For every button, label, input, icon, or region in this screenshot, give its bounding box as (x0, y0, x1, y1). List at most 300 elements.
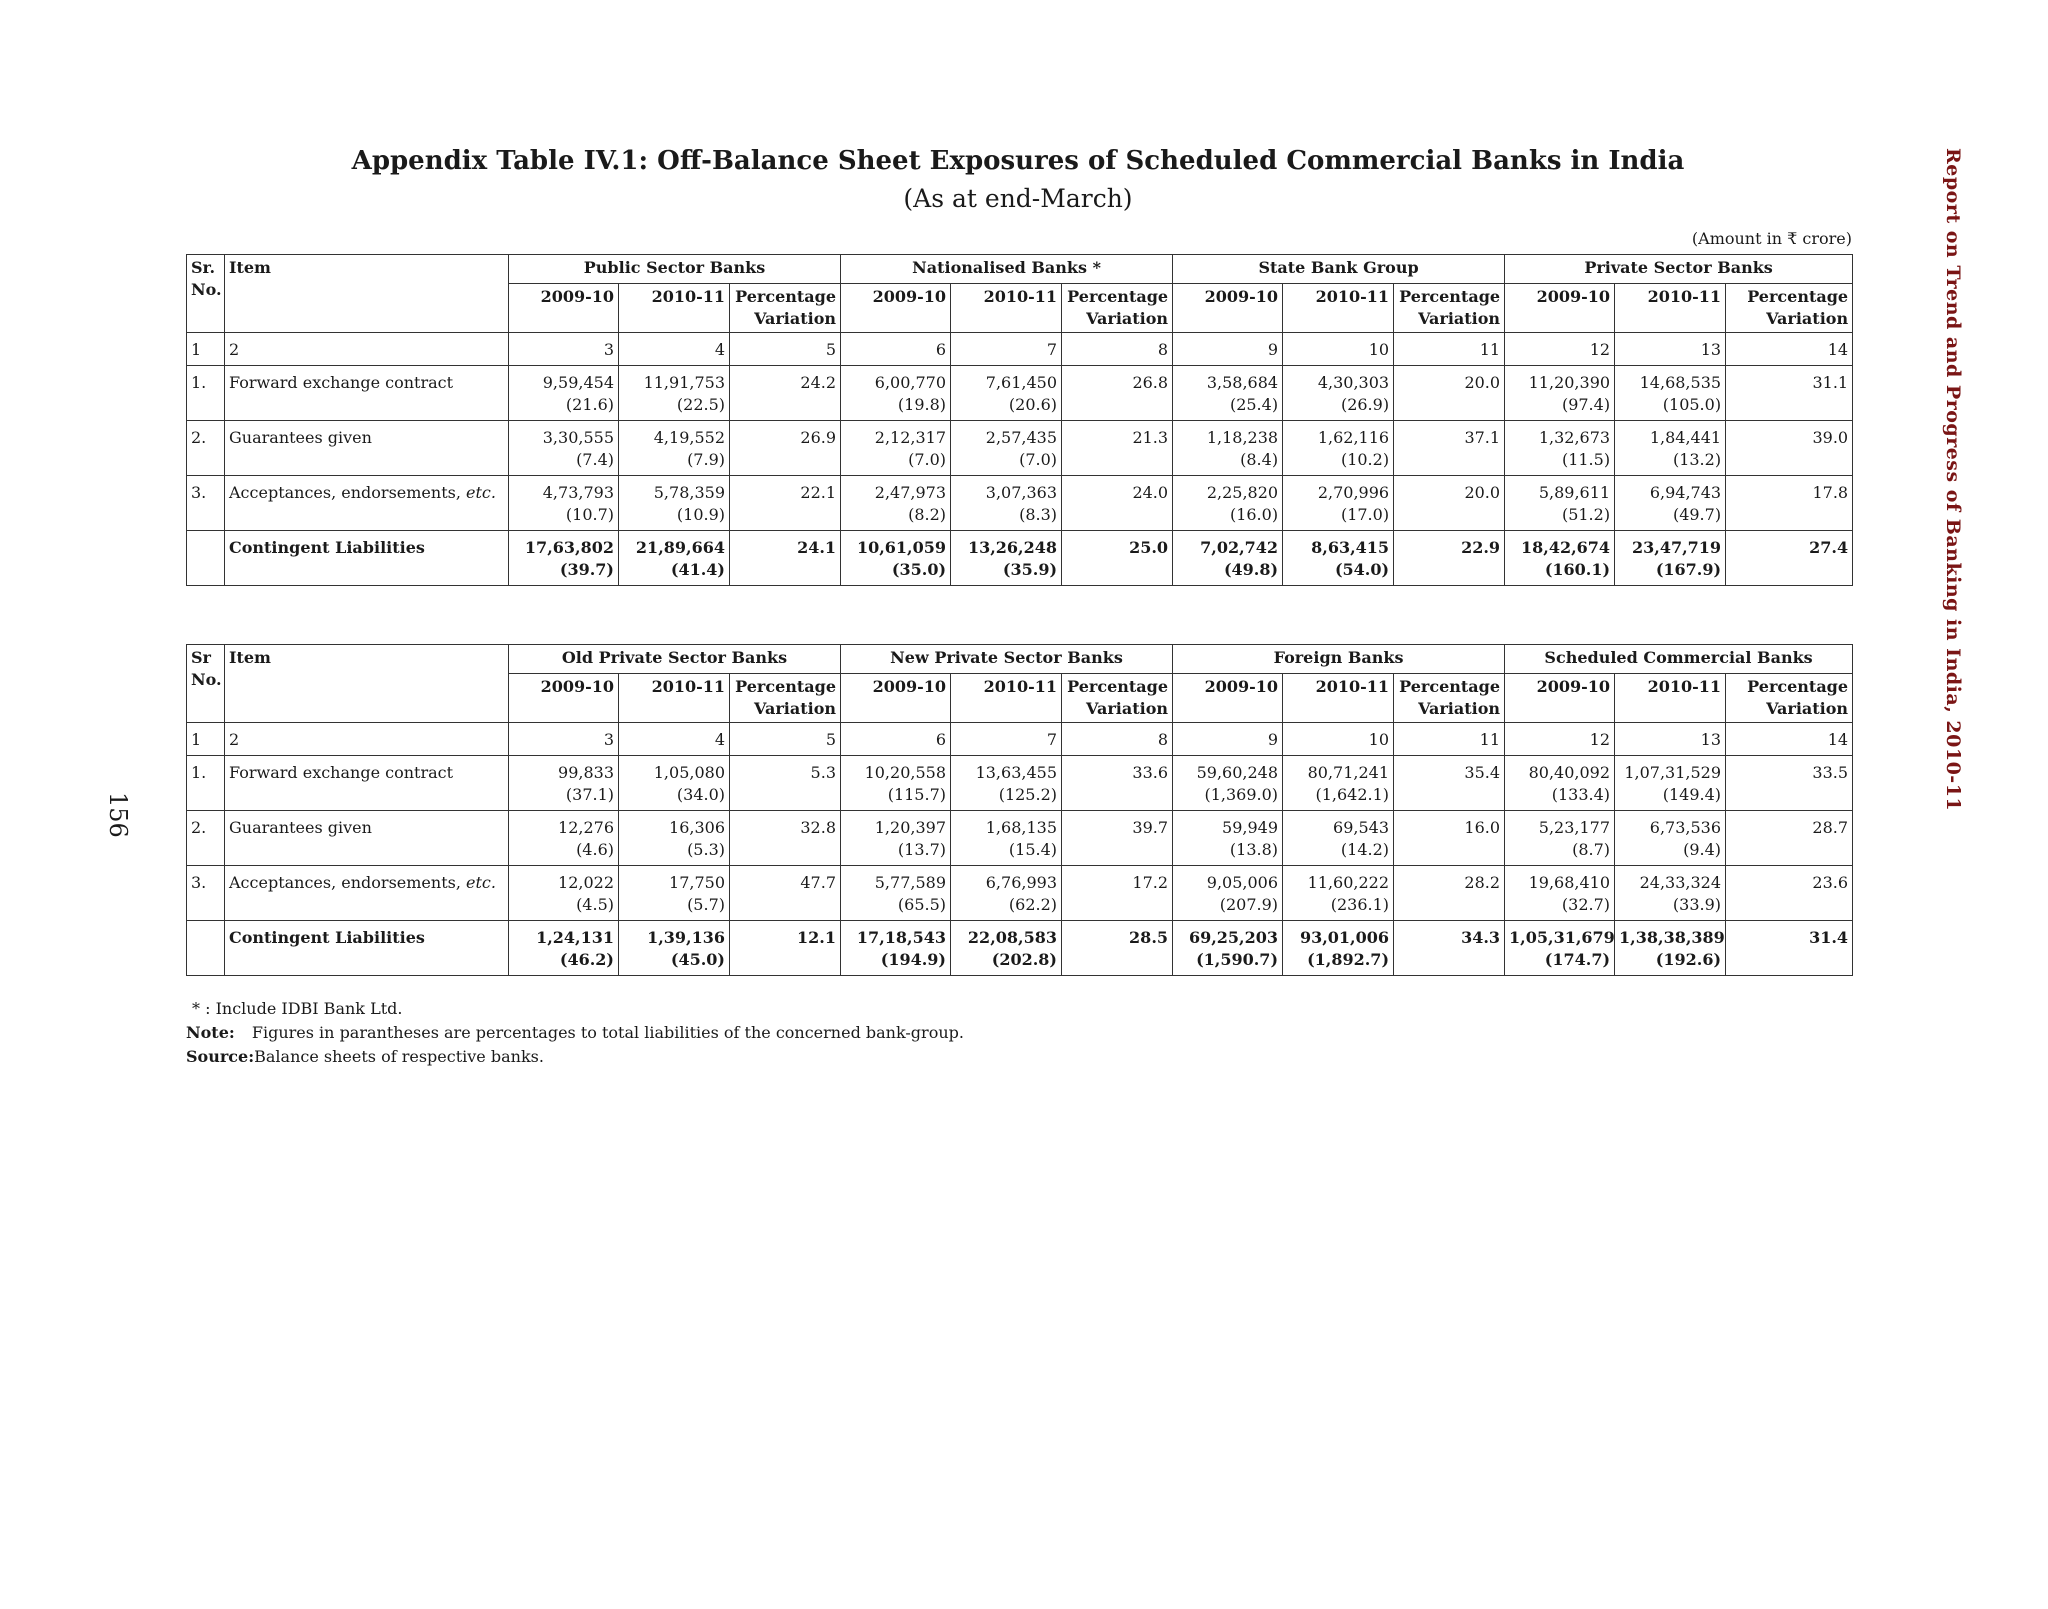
table-cell (841, 921, 951, 976)
table-cell (1173, 366, 1283, 421)
column-number-row (187, 723, 1853, 756)
table-cell (509, 866, 619, 921)
table-cell (951, 476, 1062, 531)
table-row (187, 811, 1853, 866)
amount-unit-note: (Amount in ₹ crore) (1691, 229, 1852, 248)
header-percentage-variation (1062, 284, 1173, 333)
header-year: 2009-10 (841, 674, 951, 723)
cell-share (1730, 949, 1848, 971)
cell-share: (10.9) (676, 505, 725, 524)
cell-value: 1,18,238 (1206, 428, 1279, 447)
cell-value: 39.7 (1132, 818, 1169, 837)
table-cell (841, 531, 951, 586)
cell-value: 47.7 (800, 873, 836, 892)
cell-share (1066, 949, 1168, 971)
cell-value: 16.0 (1464, 818, 1501, 837)
cell-share: (236.1) (1330, 895, 1390, 914)
row-item (225, 366, 509, 421)
cell-share: (45.0) (670, 950, 725, 969)
table-cell (1283, 756, 1394, 811)
cell-share: (202.8) (991, 950, 1057, 969)
table-cell (951, 421, 1062, 476)
cell-share (1066, 504, 1168, 526)
table-cell (1173, 921, 1283, 976)
header-group: State Bank Group (1173, 255, 1505, 284)
cell-value: 7,61,450 (985, 373, 1058, 392)
header-text: Percentage (1747, 677, 1849, 696)
cell-value: 20.0 (1464, 373, 1501, 392)
cell-value: 8,63,415 (1311, 538, 1390, 557)
page-title: Appendix Table IV.1: Off-Balance Sheet Exposures of Scheduled Commercial Banks in India (351, 146, 1685, 176)
table-cell (1726, 866, 1853, 921)
cell-value: 33.5 (1812, 763, 1849, 782)
cell-value: 59,949 (1222, 818, 1279, 837)
row-sr: 3. (187, 476, 225, 531)
column-number: 14 (1726, 723, 1853, 756)
cell-value: 5,89,611 (1538, 483, 1611, 502)
table-cell (1726, 531, 1853, 586)
table-cell (509, 366, 619, 421)
row-item-text: Contingent Liabilities (229, 928, 425, 947)
cell-share (734, 559, 836, 581)
table-cell (1062, 531, 1173, 586)
cell-value: 31.4 (1809, 928, 1849, 947)
header-year: 2010-11 (951, 284, 1062, 333)
table-cell (509, 921, 619, 976)
cell-value: 1,68,135 (985, 818, 1057, 837)
table-cell (1173, 756, 1283, 811)
cell-value: 17,750 (669, 873, 725, 892)
cell-value: 22.1 (800, 483, 837, 502)
header-year: 2010-11 (619, 674, 730, 723)
table-cell (1615, 421, 1726, 476)
note-label: Note: (186, 1023, 235, 1042)
cell-share: (8.2) (908, 505, 947, 524)
cell-value: 1,20,397 (874, 818, 946, 837)
header-text: Percentage (1747, 287, 1849, 306)
cell-value: 80,71,241 (1307, 763, 1390, 782)
row-item-text: Forward exchange contract (229, 763, 454, 782)
cell-share (1730, 894, 1848, 916)
cell-share: (192.6) (1655, 950, 1722, 969)
table-cell (1615, 531, 1726, 586)
cell-value: 28.7 (1812, 818, 1849, 837)
cell-share: (174.7) (1544, 950, 1611, 969)
table-cell (619, 531, 730, 586)
header-year: 2010-11 (619, 284, 730, 333)
page-number: 156 (104, 792, 132, 838)
cell-share (734, 394, 836, 416)
cell-value: 12,276 (558, 818, 614, 837)
cell-value: 1,84,441 (1649, 428, 1722, 447)
header-year: 2010-11 (1615, 284, 1726, 333)
cell-share (1066, 839, 1168, 861)
header-text: Variation (754, 309, 837, 328)
header-text: Variation (1766, 309, 1849, 328)
cell-share: (21.6) (565, 395, 614, 414)
row-item-italic: etc. (466, 873, 496, 892)
cell-value: 39.0 (1812, 428, 1849, 447)
header-sr-no: Sr. No. (187, 255, 225, 333)
column-number: 9 (1173, 333, 1283, 366)
cell-share (734, 949, 836, 971)
column-number: 2 (225, 723, 509, 756)
table-cell (1615, 811, 1726, 866)
cell-value: 69,543 (1333, 818, 1390, 837)
cell-share: (1,642.1) (1315, 785, 1390, 804)
cell-value: 34.3 (1461, 928, 1501, 947)
cell-share: (1,369.0) (1204, 785, 1279, 804)
header-text: Percentage (1399, 287, 1501, 306)
cell-value: 17,18,543 (856, 928, 946, 947)
column-number: 10 (1283, 333, 1394, 366)
cell-value: 9,05,006 (1206, 873, 1279, 892)
table-cell (1173, 476, 1283, 531)
table-cell (1726, 366, 1853, 421)
table-cell (1505, 921, 1615, 976)
table-cell (1505, 866, 1615, 921)
cell-share (734, 784, 836, 806)
table-cell (1615, 476, 1726, 531)
table-row (187, 866, 1853, 921)
table-cell (619, 921, 730, 976)
table-cell (841, 756, 951, 811)
cell-share: (32.7) (1561, 895, 1611, 914)
cell-value: 1,62,116 (1317, 428, 1390, 447)
row-sr (187, 921, 225, 976)
cell-value: 6,94,743 (1649, 483, 1722, 502)
cell-share (1730, 394, 1848, 416)
cell-value: 4,19,552 (653, 428, 725, 447)
cell-value: 17,63,802 (524, 538, 614, 557)
cell-value: 35.4 (1464, 763, 1501, 782)
cell-share: (207.9) (1219, 895, 1279, 914)
cell-share (734, 449, 836, 471)
cell-share: (14.2) (1340, 840, 1390, 859)
cell-value: 13,63,455 (975, 763, 1057, 782)
cell-value: 1,24,131 (536, 928, 614, 947)
table-cell (509, 756, 619, 811)
cell-share (1066, 894, 1168, 916)
cell-share: (97.4) (1561, 395, 1611, 414)
column-number: 7 (951, 723, 1062, 756)
cell-value: 32.8 (800, 818, 836, 837)
table-cell (1283, 421, 1394, 476)
row-item (225, 421, 509, 476)
header-year: 2010-11 (1283, 284, 1394, 333)
cell-value: 20.0 (1464, 483, 1501, 502)
header-text: Percentage (735, 287, 837, 306)
cell-share: (125.2) (998, 785, 1057, 804)
cell-share: (4.5) (576, 895, 614, 914)
table-cell (951, 921, 1062, 976)
row-item-text: Contingent Liabilities (229, 538, 425, 557)
column-number: 9 (1173, 723, 1283, 756)
header-group: Private Sector Banks (1505, 255, 1853, 284)
table-cell (1283, 476, 1394, 531)
table-cell (1394, 756, 1505, 811)
header-year: 2009-10 (509, 674, 619, 723)
cell-share: (37.1) (565, 785, 614, 804)
footnotes (186, 997, 964, 1069)
table-row (187, 476, 1853, 531)
cell-share: (26.9) (1340, 395, 1390, 414)
cell-value: 16,306 (669, 818, 725, 837)
table-cell (841, 421, 951, 476)
header-percentage-variation (730, 674, 841, 723)
source-label: Source: (186, 1047, 255, 1066)
row-sr: 1. (187, 366, 225, 421)
table-cell (619, 476, 730, 531)
table-cell (730, 921, 841, 976)
cell-share: (160.1) (1544, 560, 1611, 579)
total-row (187, 531, 1853, 586)
cell-value: 99,833 (558, 763, 614, 782)
cell-share: (8.7) (1572, 840, 1611, 859)
table-cell (509, 421, 619, 476)
row-item (225, 811, 509, 866)
cell-share: (7.9) (687, 450, 725, 469)
table-cell (1062, 921, 1173, 976)
cell-value: 93,01,006 (1299, 928, 1390, 947)
cell-share: (9.4) (1683, 840, 1722, 859)
off-balance-table-1 (186, 254, 1853, 586)
cell-value: 11,20,390 (1528, 373, 1611, 392)
column-number-row (187, 333, 1853, 366)
cell-value: 6,73,536 (1649, 818, 1722, 837)
cell-share: (51.2) (1561, 505, 1611, 524)
header-year: 2009-10 (509, 284, 619, 333)
column-number: 8 (1062, 723, 1173, 756)
cell-share: (10.7) (565, 505, 614, 524)
table-cell (730, 366, 841, 421)
column-number: 6 (841, 723, 951, 756)
table-cell (951, 811, 1062, 866)
cell-share (734, 504, 836, 526)
cell-value: 7,02,742 (1200, 538, 1279, 557)
table-cell (619, 811, 730, 866)
table-cell (1062, 476, 1173, 531)
table-cell (730, 866, 841, 921)
cell-value: 6,76,993 (985, 873, 1057, 892)
cell-share: (39.7) (559, 560, 614, 579)
table-cell (1394, 866, 1505, 921)
cell-share (1730, 839, 1848, 861)
header-group: Nationalised Banks * (841, 255, 1173, 284)
column-number: 3 (509, 723, 619, 756)
table-cell (1283, 366, 1394, 421)
cell-value: 21.3 (1132, 428, 1169, 447)
table-cell (1394, 921, 1505, 976)
column-number: 3 (509, 333, 619, 366)
row-sr: 1. (187, 756, 225, 811)
off-balance-table-2 (186, 644, 1853, 976)
row-sr: 2. (187, 811, 225, 866)
column-number: 5 (730, 723, 841, 756)
cell-share: (10.2) (1340, 450, 1390, 469)
table-row (187, 421, 1853, 476)
cell-value: 27.4 (1809, 538, 1849, 557)
header-text: Percentage (735, 677, 836, 696)
header-sr-no: Sr No. (187, 645, 225, 723)
table-cell (1394, 366, 1505, 421)
column-number: 13 (1615, 723, 1726, 756)
header-text: Variation (1418, 699, 1501, 718)
table-cell (619, 756, 730, 811)
header-group: Old Private Sector Banks (509, 645, 841, 674)
row-item (225, 476, 509, 531)
cell-value: 1,05,31,679 (1509, 928, 1615, 947)
table-cell (1615, 366, 1726, 421)
table-cell (1726, 811, 1853, 866)
table-cell (1615, 921, 1726, 976)
footnote-source (186, 1045, 964, 1069)
table-cell (1726, 476, 1853, 531)
table-cell (1394, 421, 1505, 476)
cell-value: 10,61,059 (856, 538, 947, 557)
cell-share (1730, 504, 1848, 526)
table-cell (1505, 421, 1615, 476)
table-cell (730, 476, 841, 531)
cell-share: (33.9) (1672, 895, 1722, 914)
row-item (225, 531, 509, 586)
cell-value: 33.6 (1132, 763, 1169, 782)
side-running-title: Report on Trend and Progress of Banking in India, 2010-11 (1942, 148, 1964, 812)
header-year: 2010-11 (1615, 674, 1726, 723)
header-percentage-variation (1394, 284, 1505, 333)
cell-share (1398, 559, 1500, 581)
column-number: 7 (951, 333, 1062, 366)
table-cell (1283, 811, 1394, 866)
cell-value: 4,73,793 (542, 483, 614, 502)
column-number: 10 (1283, 723, 1394, 756)
cell-value: 24.1 (797, 538, 837, 557)
cell-value: 37.1 (1464, 428, 1501, 447)
table-cell (1615, 866, 1726, 921)
footnote-note (186, 1021, 964, 1045)
cell-value: 28.5 (1129, 928, 1169, 947)
header-percentage-variation (1394, 674, 1505, 723)
row-sr: 3. (187, 866, 225, 921)
cell-value: 18,42,674 (1520, 538, 1611, 557)
cell-value: 14,68,535 (1639, 373, 1722, 392)
cell-share (1398, 839, 1500, 861)
column-number: 5 (730, 333, 841, 366)
header-group: Scheduled Commercial Banks (1505, 645, 1853, 674)
cell-value: 2,70,996 (1317, 483, 1390, 502)
cell-share (734, 894, 836, 916)
cell-value: 22.9 (1461, 538, 1501, 557)
cell-share: (7.0) (908, 450, 947, 469)
cell-value: 2,47,973 (874, 483, 947, 502)
header-text: Percentage (1067, 287, 1169, 306)
cell-share: (46.2) (559, 950, 614, 969)
cell-share: (13.7) (897, 840, 946, 859)
column-number: 12 (1505, 723, 1615, 756)
footnote-star: * : Include IDBI Bank Ltd. (192, 999, 403, 1018)
cell-share: (8.3) (1019, 505, 1058, 524)
table-cell (1726, 421, 1853, 476)
cell-share (1398, 449, 1500, 471)
cell-share (1398, 504, 1500, 526)
column-number: 2 (225, 333, 509, 366)
header-row-groups (187, 645, 1853, 674)
table-cell (730, 531, 841, 586)
table-cell (1726, 921, 1853, 976)
table-cell (1173, 811, 1283, 866)
cell-share (1398, 894, 1500, 916)
cell-share (1730, 559, 1848, 581)
cell-value: 28.2 (1464, 873, 1501, 892)
table-cell (841, 366, 951, 421)
cell-share: (22.5) (676, 395, 725, 414)
cell-share: (115.7) (887, 785, 946, 804)
cell-share: (15.4) (1008, 840, 1057, 859)
table-cell (1615, 756, 1726, 811)
cell-value: 24,33,324 (1639, 873, 1722, 892)
cell-value: 13,26,248 (967, 538, 1058, 557)
header-percentage-variation (1726, 284, 1853, 333)
total-row (187, 921, 1853, 976)
cell-value: 3,07,363 (985, 483, 1058, 502)
table-cell (1283, 531, 1394, 586)
cell-share: (54.0) (1334, 560, 1390, 579)
cell-value: 21,89,664 (635, 538, 725, 557)
column-number: 11 (1394, 723, 1505, 756)
cell-share: (65.5) (897, 895, 946, 914)
cell-value: 12,022 (558, 873, 614, 892)
cell-share: (62.2) (1008, 895, 1057, 914)
column-number: 6 (841, 333, 951, 366)
cell-value: 12.1 (797, 928, 836, 947)
header-year: 2009-10 (1173, 284, 1283, 333)
column-number: 4 (619, 333, 730, 366)
cell-value: 25.0 (1129, 538, 1169, 557)
table-cell (841, 476, 951, 531)
column-number: 4 (619, 723, 730, 756)
cell-share: (34.0) (676, 785, 725, 804)
cell-value: 22,08,583 (967, 928, 1057, 947)
table-cell (1173, 421, 1283, 476)
table-cell (730, 811, 841, 866)
table-cell (730, 756, 841, 811)
cell-share (1066, 559, 1168, 581)
header-year: 2009-10 (841, 284, 951, 333)
cell-share: (19.8) (897, 395, 947, 414)
row-item (225, 921, 509, 976)
column-number: 1 (187, 723, 225, 756)
row-item-text: Acceptances, endorsements, (229, 483, 467, 502)
table-cell (509, 811, 619, 866)
header-item: Item (225, 645, 509, 723)
header-text: Variation (1418, 309, 1501, 328)
cell-value: 1,32,673 (1538, 428, 1611, 447)
table-cell (1726, 756, 1853, 811)
column-number: 8 (1062, 333, 1173, 366)
cell-share (1398, 949, 1500, 971)
cell-value: 31.1 (1812, 373, 1849, 392)
cell-share: (16.0) (1229, 505, 1279, 524)
header-text: Percentage (1067, 677, 1169, 696)
header-percentage-variation (730, 284, 841, 333)
cell-value: 26.9 (800, 428, 837, 447)
table-cell (730, 421, 841, 476)
cell-value: 10,20,558 (864, 763, 946, 782)
cell-value: 80,40,092 (1528, 763, 1611, 782)
cell-share: (13.2) (1672, 450, 1722, 469)
cell-value: 11,91,753 (643, 373, 725, 392)
table-cell (1173, 866, 1283, 921)
